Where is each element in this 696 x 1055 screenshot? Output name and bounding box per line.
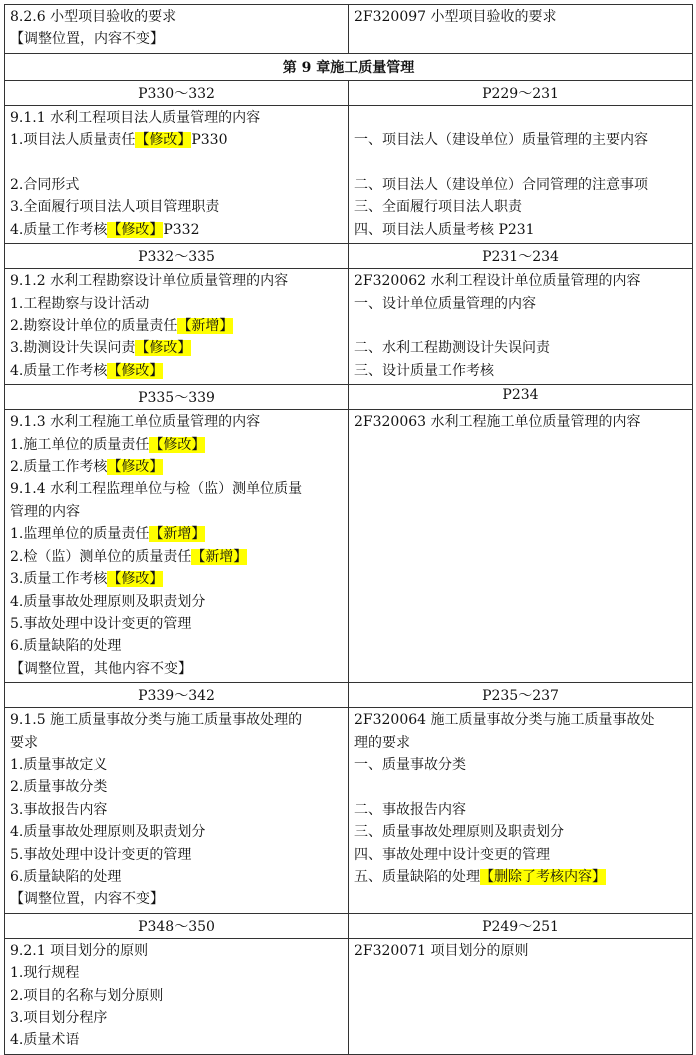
- list-item: 2F320097 小型项目验收的要求: [354, 9, 557, 25]
- page-range-right: P235～237: [349, 683, 693, 708]
- list-item: [10, 613, 343, 635]
- list-item: 4.质量事故处理原则及职责划分: [10, 824, 206, 841]
- item-text: 二、事故报告内容: [354, 801, 466, 818]
- comparison-table: [4, 4, 693, 1055]
- list-item: [10, 337, 343, 359]
- page-range-row: [5, 385, 693, 410]
- list-item: [10, 523, 343, 545]
- list-item: 5.事故处理中设计变更的管理: [10, 846, 192, 863]
- item-text: 1.项目法人质量责任: [10, 132, 136, 149]
- list-item: [10, 411, 343, 433]
- list-item: [354, 709, 687, 731]
- table-row: [5, 53, 693, 80]
- list-item: [10, 478, 343, 500]
- list-item: [10, 129, 343, 151]
- table-row: [5, 105, 693, 243]
- list-item: [10, 658, 343, 680]
- change-tag: 【修改】: [107, 459, 164, 476]
- page-range-row: [5, 683, 693, 708]
- list-item: [354, 821, 687, 843]
- list-item: [10, 568, 343, 590]
- list-item: [10, 107, 343, 129]
- change-tag: 【修改】: [135, 340, 192, 357]
- change-tag: 【新增】: [191, 548, 248, 565]
- chapter-title: 第 9 章施工质量管理: [5, 53, 693, 80]
- list-item: [10, 219, 343, 241]
- list-item: [10, 315, 343, 337]
- page-range-left: P332～335: [5, 244, 349, 269]
- blank-line: [354, 107, 687, 129]
- item-text: 四、事故处理中设计变更的管理: [354, 846, 550, 863]
- list-item: 2.质量事故分类: [10, 779, 108, 796]
- list-item: [354, 799, 687, 821]
- blank-line: [354, 152, 687, 174]
- item-text: 4.质量事故处理原则及职责划分: [10, 593, 206, 610]
- list-item: [10, 174, 343, 196]
- list-item: 2.项目的名称与划分原则: [10, 987, 164, 1004]
- list-item: 1.质量事故定义: [10, 756, 108, 773]
- page-range-row: [5, 913, 693, 938]
- page-range-left: P348～350: [5, 913, 349, 938]
- item-text: 9.1.2 水利工程勘察设计单位质量管理的内容: [10, 273, 289, 290]
- page-range-right: P249～251: [349, 913, 693, 938]
- list-item: 8.2.6 小型项目验收的要求: [10, 9, 177, 25]
- item-text: 理的要求: [354, 734, 410, 751]
- list-item: [354, 866, 687, 888]
- change-tag: 【新增】: [177, 318, 234, 335]
- list-item: [354, 732, 687, 754]
- list-item: 三、全面履行项目法人职责: [354, 199, 522, 216]
- change-tag: 【修改】: [107, 362, 164, 379]
- list-item: 一、项目法人（建设单位）质量管理的主要内容: [354, 132, 648, 149]
- page-range-left: P335～339: [5, 385, 349, 410]
- item-text: 五、质量缺陷的处理: [354, 868, 480, 885]
- list-item: 要求: [10, 734, 38, 751]
- new-edition-cell: [349, 5, 693, 54]
- new-edition-cell: [349, 938, 693, 1054]
- list-item: 二、水利工程勘测设计失误问责: [354, 340, 550, 357]
- list-item: [10, 360, 343, 382]
- item-text: 1.工程勘察与设计活动: [10, 295, 150, 312]
- item-text: 1.监理单位的质量责任: [10, 526, 150, 543]
- page-range-right: P229～231: [349, 80, 693, 105]
- old-edition-cell: [5, 938, 349, 1054]
- item-text: 三、质量事故处理原则及职责划分: [354, 824, 564, 841]
- table-row: [5, 5, 693, 54]
- change-tag: 【修改】: [135, 132, 192, 149]
- list-item: 二、项目法人（建设单位）合同管理的注意事项: [354, 177, 648, 193]
- table-row: [5, 938, 693, 1054]
- list-item: 一、设计单位质量管理的内容: [354, 295, 536, 312]
- item-text: 2F320064 施工质量事故分类与施工质量事故处: [354, 712, 655, 729]
- item-text: 9.1.4 水利工程监理单位与检（监）测单位质量: [10, 481, 303, 498]
- item-text: 4.质量工作考核: [10, 221, 108, 238]
- blank-line: [354, 776, 687, 798]
- item-text: 3.勘测设计失误问责: [10, 340, 136, 357]
- item-text: 3.质量工作考核: [10, 571, 108, 588]
- list-item: [10, 456, 343, 478]
- new-edition-cell: [349, 105, 693, 243]
- item-text: 1.施工单位的质量责任: [10, 436, 150, 453]
- old-edition-cell: [5, 5, 349, 54]
- item-text: 5.事故处理中设计变更的管理: [10, 615, 192, 632]
- list-item: [10, 270, 343, 292]
- blank-line: [10, 152, 343, 174]
- change-tag: 【修改】: [107, 221, 164, 238]
- page-range-right: P234: [349, 385, 693, 410]
- blank-line: [354, 315, 687, 337]
- table-row: [5, 269, 693, 385]
- item-text: 一、质量事故分类: [354, 756, 466, 773]
- page-range-row: [5, 244, 693, 269]
- list-item: 2F320071 项目划分的原则: [354, 942, 529, 959]
- item-text: 管理的内容: [10, 503, 80, 520]
- new-edition-cell: [349, 708, 693, 914]
- page-range-row: [5, 80, 693, 105]
- old-edition-cell: [5, 708, 349, 914]
- list-item: [10, 591, 343, 613]
- new-edition-cell: [349, 269, 693, 385]
- list-item: [10, 546, 343, 568]
- list-item: [10, 293, 343, 315]
- list-item: 三、设计质量工作考核: [354, 362, 494, 379]
- item-text: 【调整位置，其他内容不变】: [10, 660, 192, 677]
- item-text: 4.质量工作考核: [10, 362, 108, 379]
- list-item: 9.2.1 项目划分的原则: [10, 942, 149, 959]
- list-item: [10, 501, 343, 523]
- list-item: 【调整位置，内容不变】: [10, 31, 164, 48]
- page-range-right: P231～234: [349, 244, 693, 269]
- list-item: 2F320062 水利工程设计单位质量管理的内容: [354, 273, 641, 290]
- page-range-left: P339～342: [5, 683, 349, 708]
- item-text: 6.质量缺陷的处理: [10, 638, 122, 655]
- list-item: [354, 844, 687, 866]
- list-item: 6.质量缺陷的处理: [10, 868, 122, 885]
- change-tag: 【修改】: [149, 436, 206, 453]
- new-edition-cell: [349, 410, 693, 683]
- old-edition-cell: [5, 269, 349, 385]
- list-item: 3.事故报告内容: [10, 801, 108, 818]
- change-tag: 【删除了考核内容】: [480, 868, 606, 885]
- list-item: [10, 635, 343, 657]
- list-item: 3.项目划分程序: [10, 1010, 108, 1027]
- item-text: 9.1.1 水利工程项目法人质量管理的内容: [10, 109, 261, 126]
- list-item: 四、项目法人质量考核 P231: [354, 221, 535, 238]
- list-item: 【调整位置，内容不变】: [10, 891, 164, 908]
- old-edition-cell: [5, 105, 349, 243]
- list-item: [354, 754, 687, 776]
- page-ref: P330: [191, 132, 228, 149]
- item-text: 9.1.3 水利工程施工单位质量管理的内容: [10, 414, 261, 431]
- item-text: 3.全面履行项目法人项目管理职责: [10, 199, 220, 216]
- page-ref: P332: [163, 221, 200, 238]
- item-text: 2.检（监）测单位的质量责任: [10, 548, 192, 565]
- change-tag: 【新增】: [149, 526, 206, 543]
- change-tag: 【修改】: [107, 571, 164, 588]
- item-text: 2.合同形式: [10, 177, 80, 194]
- table-row: [5, 410, 693, 683]
- list-item: 2F320063 水利工程施工单位质量管理的内容: [354, 414, 641, 431]
- old-edition-cell: [5, 410, 349, 683]
- list-item: 1.现行规程: [10, 965, 80, 982]
- list-item: [10, 196, 343, 218]
- item-text: 2.勘察设计单位的质量责任: [10, 318, 178, 335]
- list-item: 9.1.5 施工质量事故分类与施工质量事故处理的: [10, 712, 303, 729]
- list-item: [10, 434, 343, 456]
- table-row: [5, 708, 693, 914]
- list-item: 4.质量术语: [10, 1032, 80, 1049]
- item-text: 2.质量工作考核: [10, 459, 108, 476]
- page-range-left: P330～332: [5, 80, 349, 105]
